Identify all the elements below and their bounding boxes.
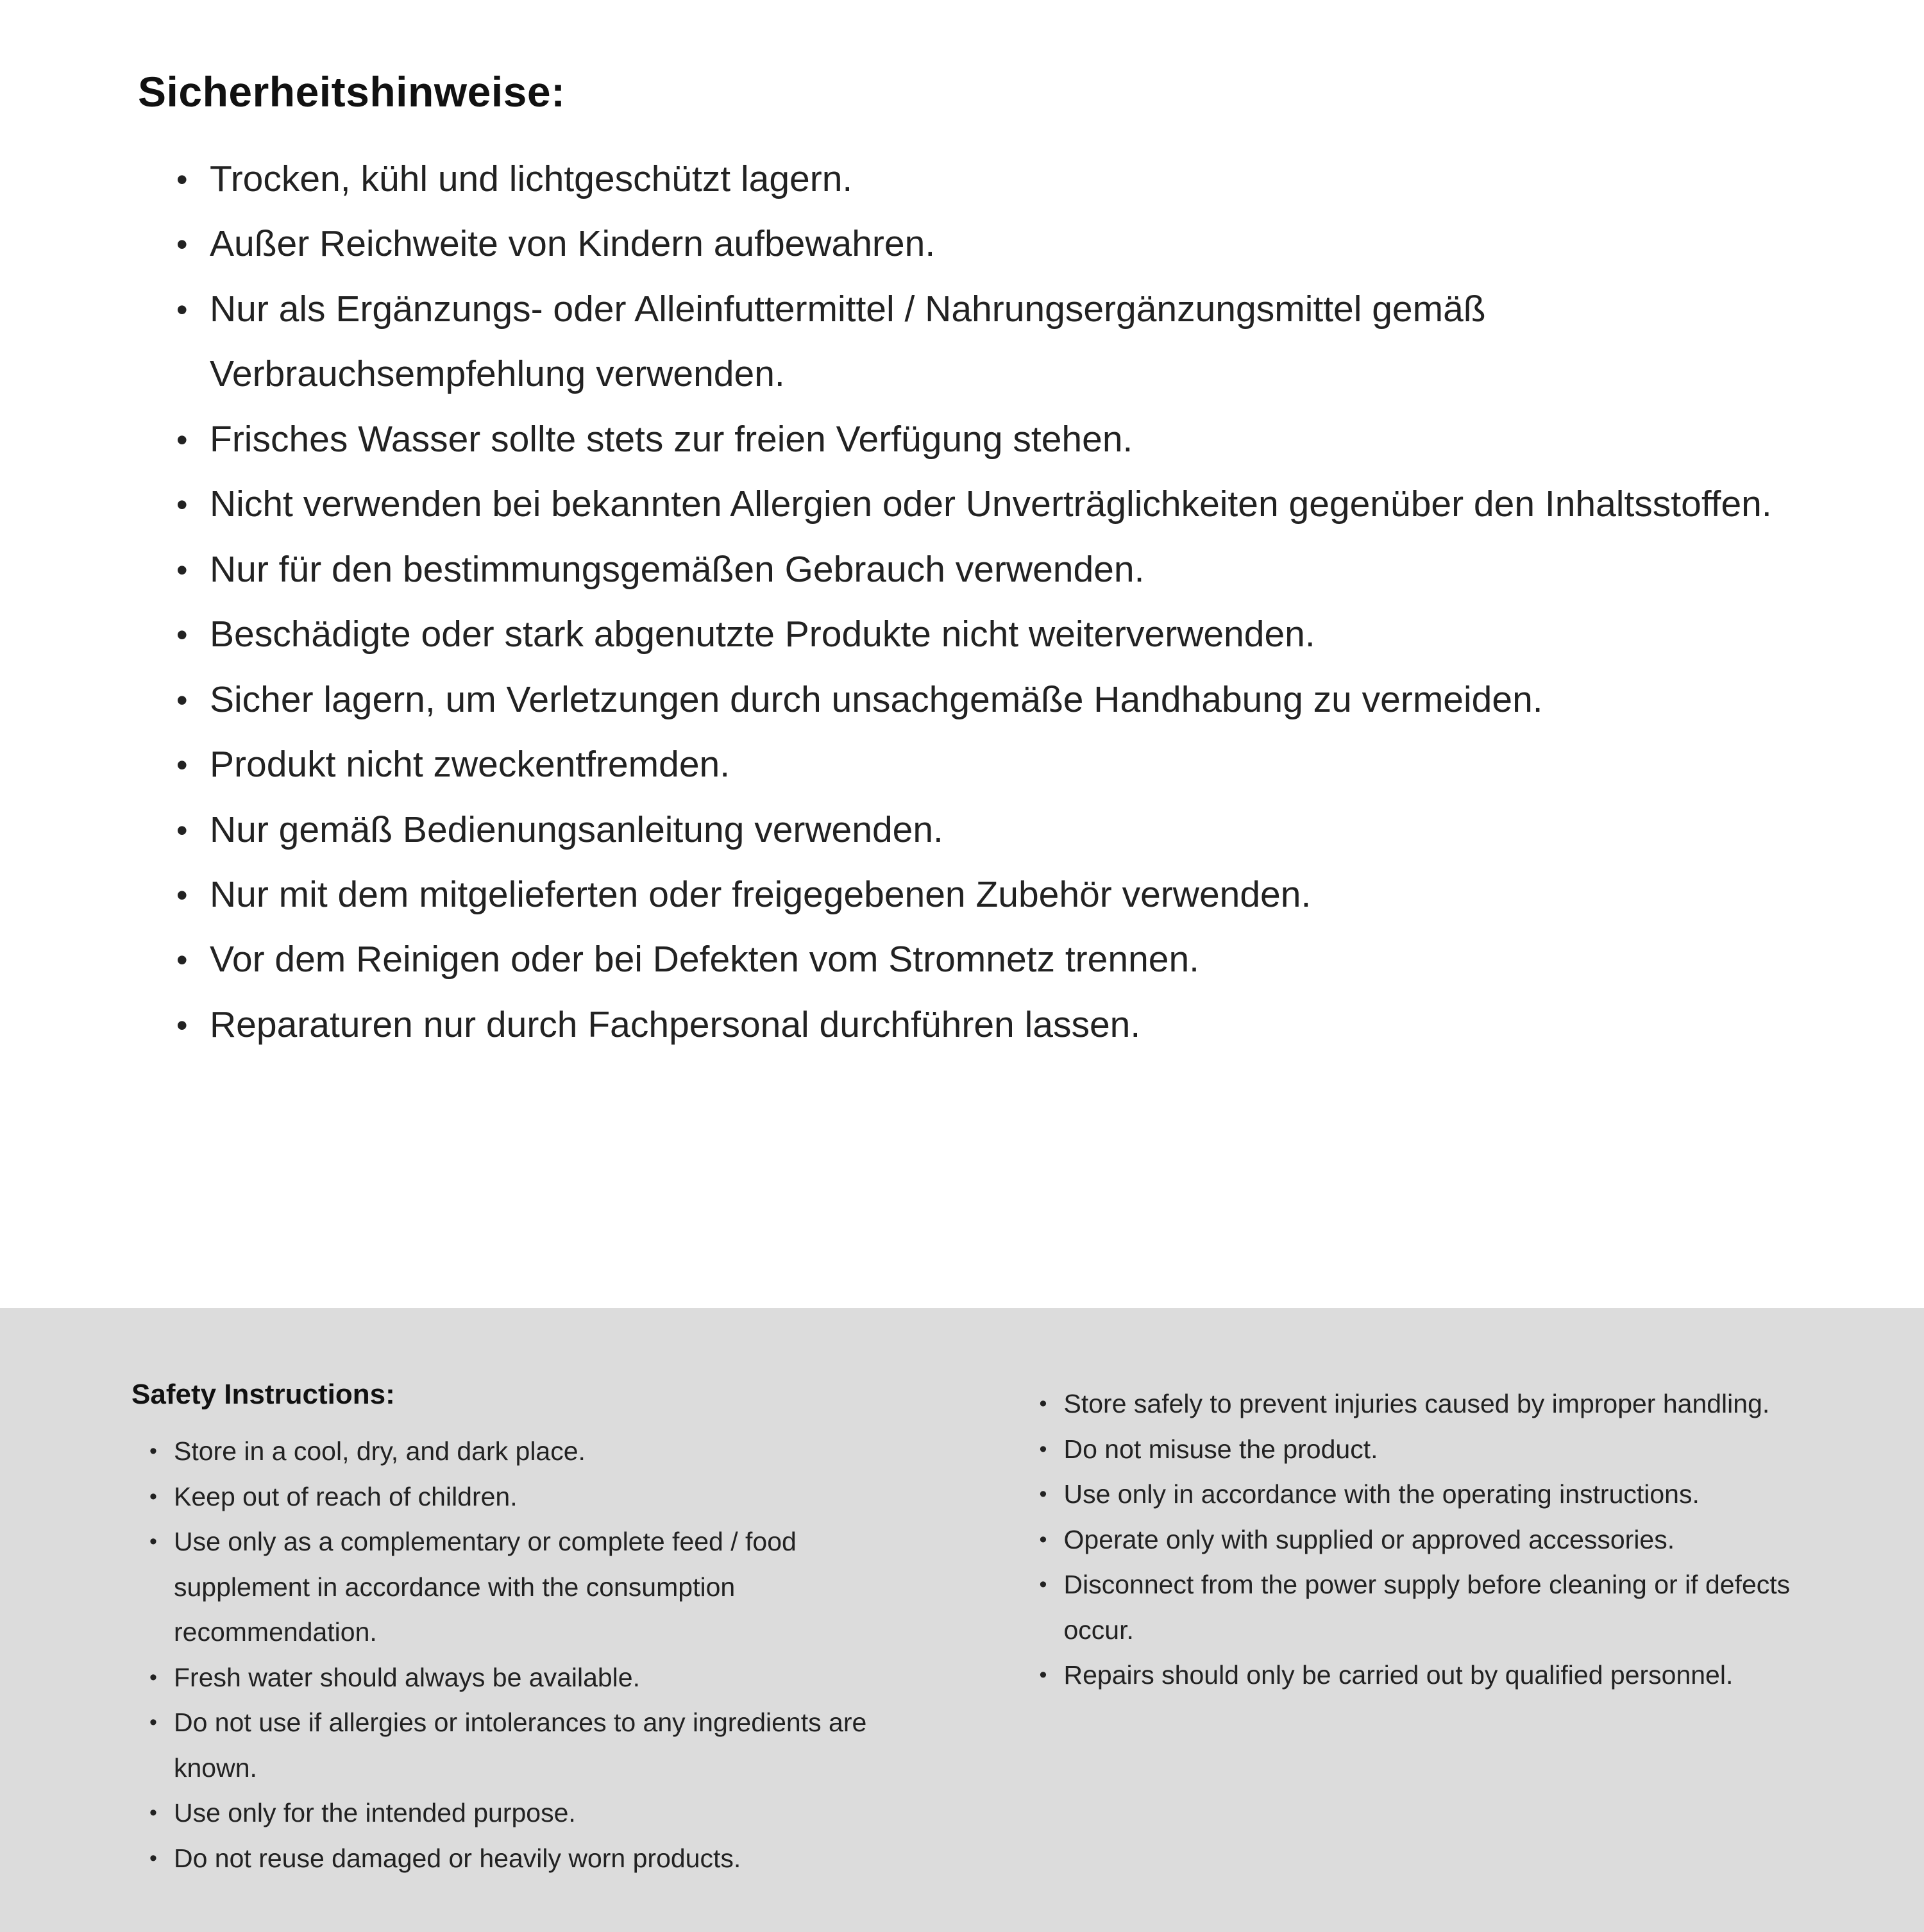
english-safety-list-right	[1022, 1381, 1828, 1698]
english-list-item: • Fresh water should always be available.	[149, 1655, 938, 1701]
german-list-item: • Frisches Wasser sollte stets zur freien Verfügung stehen.	[176, 407, 1796, 472]
english-safety-section	[0, 1308, 1924, 1932]
english-right-column	[1022, 1379, 1828, 1881]
english-list-item: • Store safely to prevent injuries caused by improper handling.	[1040, 1381, 1828, 1427]
english-list-item: • Operate only with supplied or approved accessories.	[1040, 1517, 1828, 1563]
english-list-item: • Do not use if allergies or intolerances to any ingredients are known.	[149, 1700, 938, 1790]
english-list-item: • Store in a cool, dry, and dark place.	[149, 1429, 938, 1474]
english-list-item: • Use only for the intended purpose.	[149, 1790, 938, 1836]
english-left-column	[131, 1379, 938, 1881]
english-safety-list-left	[131, 1429, 938, 1881]
english-list-item: • Disconnect from the power supply before cleaning or if defects occur.	[1040, 1562, 1828, 1652]
german-list-item: • Nur gemäß Bedienungsanleitung verwenden.	[176, 798, 1796, 862]
german-safety-list	[138, 147, 1796, 1057]
german-list-item: • Nur mit dem mitgelieferten oder freigegebenen Zubehör verwenden.	[176, 862, 1796, 927]
german-list-item: • Außer Reichweite von Kindern aufbewahren.	[176, 212, 1796, 276]
english-list-item: • Do not reuse damaged or heavily worn products.	[149, 1836, 938, 1881]
german-list-item: • Reparaturen nur durch Fachpersonal durchführen lassen.	[176, 993, 1796, 1057]
english-section-title: Safety Instructions:	[131, 1379, 395, 1410]
english-list-item: • Use only as a complementary or complete feed / food supplement in accordance with the consumption recommendation.	[149, 1519, 938, 1655]
german-section-title: Sicherheitshinweise:	[138, 68, 566, 115]
english-list-item: • Keep out of reach of children.	[149, 1474, 938, 1520]
german-list-item: • Beschädigte oder stark abgenutzte Produkte nicht weiterverwenden.	[176, 602, 1796, 667]
english-list-item: • Do not misuse the product.	[1040, 1427, 1828, 1472]
english-list-item: • Repairs should only be carried out by qualified personnel.	[1040, 1652, 1828, 1698]
german-list-item: • Nicht verwenden bei bekannten Allergien oder Unverträglichkeiten gegenüber den Inhaltsstoffen.	[176, 472, 1796, 537]
german-list-item: • Sicher lagern, um Verletzungen durch unsachgemäße Handhabung zu vermeiden.	[176, 668, 1796, 732]
german-list-item: • Produkt nicht zweckentfremden.	[176, 732, 1796, 797]
german-list-item: • Trocken, kühl und lichtgeschützt lagern.	[176, 147, 1796, 212]
german-list-item: • Nur für den bestimmungsgemäßen Gebrauch verwenden.	[176, 537, 1796, 602]
english-list-item: • Use only in accordance with the operating instructions.	[1040, 1472, 1828, 1517]
german-list-item: • Vor dem Reinigen oder bei Defekten vom Stromnetz trennen.	[176, 927, 1796, 992]
german-list-item: • Nur als Ergänzungs- oder Alleinfuttermittel / Nahrungsergänzungsmittel gemäß Verbrauchsempfehlung verwenden.	[176, 277, 1796, 407]
